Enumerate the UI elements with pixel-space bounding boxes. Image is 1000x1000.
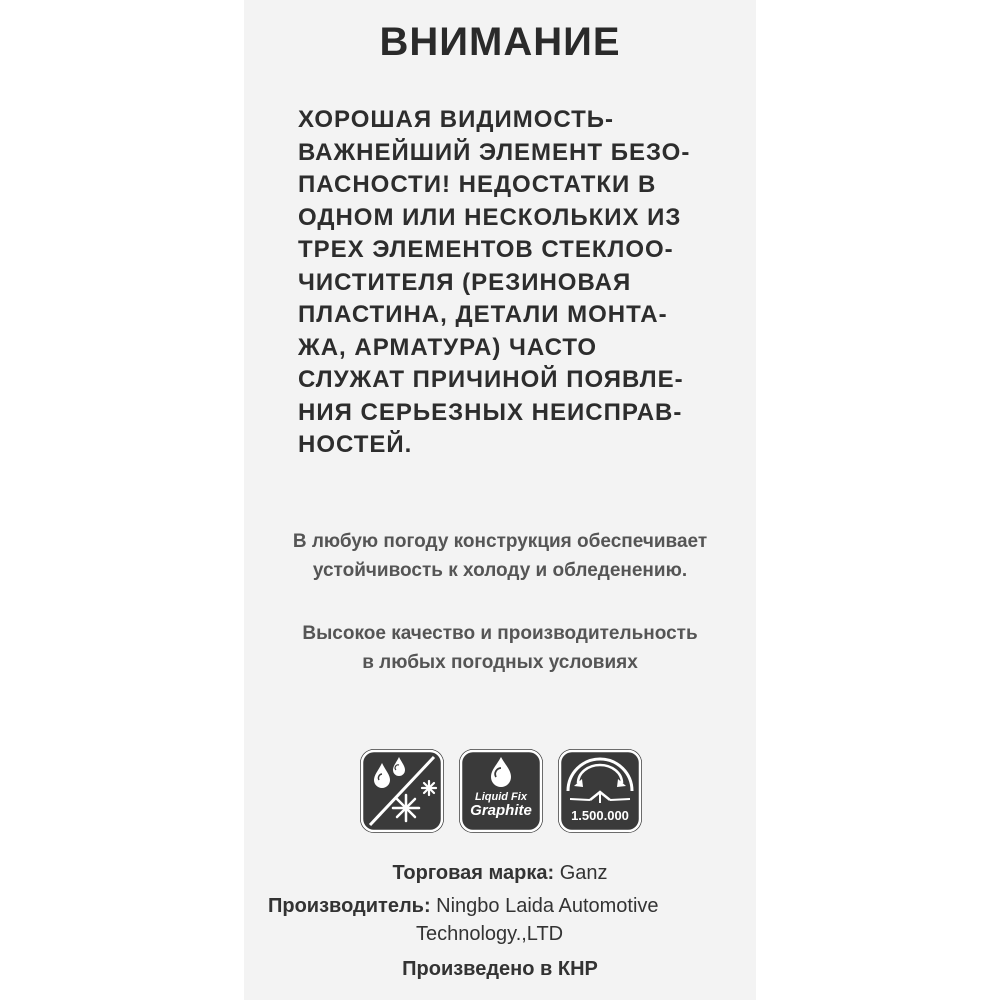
warning-text (298, 104, 690, 462)
rain-snow-icon (360, 749, 444, 833)
warning-line: ПАСНОСТИ! НЕДОСТАТКИ В (298, 171, 657, 198)
wiper-cycles-badge (558, 749, 642, 833)
weather-note (244, 527, 756, 585)
cycles-count: 1.500.000 (571, 808, 629, 823)
warning-line: ВАЖНЕЙШИЙ ЭЛЕМЕНТ БЕЗО- (298, 138, 691, 166)
brand-row (244, 858, 756, 888)
warning-line: ЖА, АРМАТУРА) ЧАСТО (298, 333, 598, 361)
graphite-badge (459, 749, 543, 833)
package-card (244, 0, 756, 1000)
warning-line: ТРЕХ ЭЛЕМЕНТОВ СТЕКЛОО- (298, 236, 674, 263)
graphite-label-line1: Liquid Fix (475, 791, 527, 803)
warning-line: НИЯ СЕРЬЕЗНЫХ НЕИСПРАВ- (298, 398, 683, 426)
brand-value: Ganz (559, 862, 608, 884)
manufacturer-row (268, 891, 756, 921)
warning-line: ЧИСТИТЕЛЯ (РЕЗИНОВАЯ (298, 268, 632, 296)
manufacturer-value: Ningbo Laida Automotive (436, 895, 659, 917)
note-line: устойчивость к холоду и обледенению. (312, 560, 688, 581)
warning-line: НОСТЕЙ. (298, 431, 413, 458)
feature-badges (244, 749, 756, 833)
country-of-origin: Произведено в КНР (402, 958, 598, 980)
warning-line: СЛУЖАТ ПРИЧИНОЙ ПОЯВЛЕ- (298, 366, 684, 393)
warning-line: ХОРОШАЯ ВИДИМОСТЬ- (298, 106, 615, 133)
warning-line: ПЛАСТИНА, ДЕТАЛИ МОНТА- (298, 301, 668, 328)
warning-line: ОДНОМ ИЛИ НЕСКОЛЬКИХ ИЗ (298, 203, 682, 231)
manufacturer-value-continued: Technology.,LTD (416, 923, 564, 945)
graphite-label-line2: Graphite (470, 802, 532, 819)
note-line: В любую погоду конструкция обеспечивает (292, 531, 708, 552)
note-line: Высокое качество и производительность (302, 623, 698, 644)
quality-note (244, 619, 756, 677)
rain-snow-badge (360, 749, 444, 833)
note-line: в любых погодных условиях (362, 652, 638, 673)
warning-title: ВНИМАНИЕ (379, 20, 621, 64)
brand-label: Торговая марка: (392, 862, 555, 884)
manufacturer-label: Производитель: (268, 895, 431, 917)
manufacturer-row-continued (416, 919, 736, 949)
